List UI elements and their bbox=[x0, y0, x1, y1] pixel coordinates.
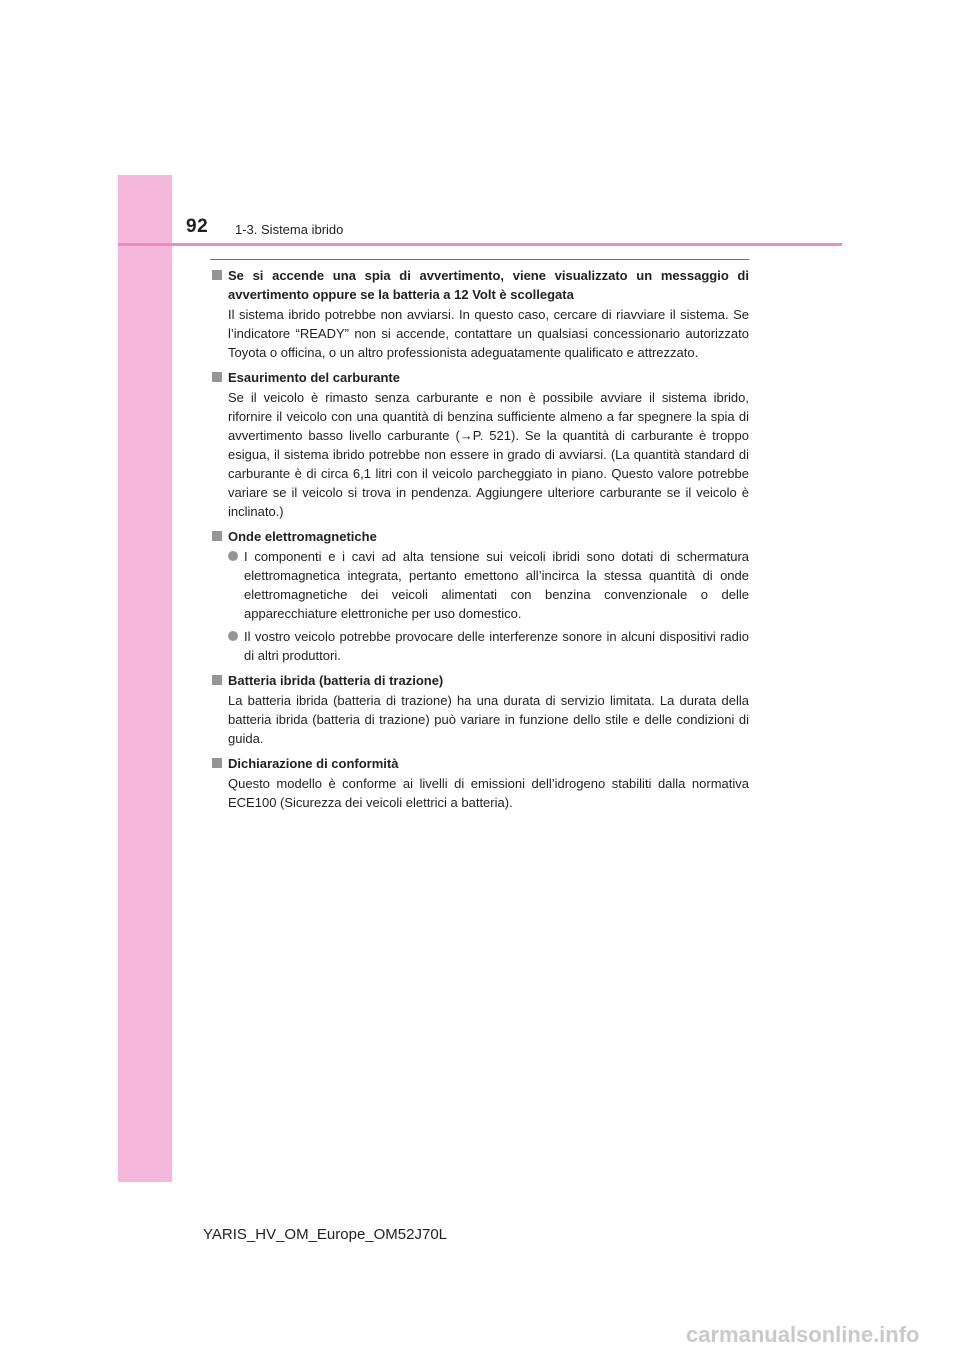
section-fuel-empty bbox=[210, 368, 749, 521]
round-bullet-icon bbox=[228, 551, 238, 561]
section-heading-text: Esaurimento del carburante bbox=[228, 370, 400, 385]
page-number: 92 bbox=[186, 216, 209, 237]
page-content bbox=[210, 266, 749, 818]
paragraph: Il sistema ibrido potrebbe non avviarsi. In questo caso, cercare di riavviare il sistema. Se l’indicatore “READY” non si accende, contattare un qualsiasi concessionario autorizzato Toyota o officina, o un altro professionista adeguatamente qualificato e attrezzato. bbox=[228, 307, 749, 360]
list-item-text: Il vostro veicolo potrebbe provocare delle interferenze sonore in alcuni dispositivi radio di altri produttori. bbox=[244, 629, 749, 663]
side-color-band bbox=[118, 175, 172, 1182]
watermark: carmanualsonline.info bbox=[686, 1322, 920, 1347]
section-heading bbox=[210, 527, 749, 546]
list-item bbox=[228, 627, 749, 665]
paragraph: La batteria ibrida (batteria di trazione) ha una durata di servizio limitata. La durata della batteria ibrida (batteria di trazione) può variare in funzione dello stile e delle condizioni di guida. bbox=[228, 693, 749, 746]
section-heading bbox=[210, 266, 749, 304]
section-heading-text: Onde elettromagnetiche bbox=[228, 529, 377, 544]
content-top-rule bbox=[210, 259, 749, 260]
section-heading-text: Batteria ibrida (batteria di trazione) bbox=[228, 673, 444, 688]
list-item-text: I componenti e i cavi ad alta tensione sui veicoli ibridi sono dotati di schermatura elettromagnetica integrata, pertanto emettono all’incirca la stessa quantità di onde elettromagnetiche dei veicoli alimentati con benzina convenzionale o delle apparecchiature elettroniche per uso domestico. bbox=[244, 549, 749, 621]
section-heading bbox=[210, 754, 749, 773]
section-hybrid-battery bbox=[210, 671, 749, 748]
square-bullet-icon bbox=[212, 270, 222, 280]
square-bullet-icon bbox=[212, 675, 222, 685]
round-bullet-icon bbox=[228, 631, 238, 641]
section-electromagnetic-waves bbox=[210, 527, 749, 665]
paragraph: Questo modello è conforme ai livelli di emissioni dell’idrogeno stabiliti dalla normativa ECE100 (Sicurezza dei veicoli elettrici a batteria). bbox=[228, 776, 749, 810]
footer-doc-id: YARIS_HV_OM_Europe_OM52J70L bbox=[203, 1226, 448, 1243]
section-title: 1-3. Sistema ibrido bbox=[235, 222, 344, 237]
square-bullet-icon bbox=[212, 758, 222, 768]
section-conformity bbox=[210, 754, 749, 812]
square-bullet-icon bbox=[212, 531, 222, 541]
section-heading bbox=[210, 368, 749, 387]
paragraph: Se il veicolo è rimasto senza carburante e non è possibile avviare il sistema ibrido, rifornire il veicolo con una quantità di benzina sufficiente almeno a far spegnere la spia di avvertimento basso livello carburante (→P. 521). Se la quantità di carburante è troppo esigua, il sistema ibrido potrebbe non essere in grado di avviarsi. (La quantità standard di carburante è di circa 6,1 litri con il veicolo parcheggiato in piano. Questo valore potrebbe variare se il veicolo si trova in pendenza. Aggiungere ulteriore carburante se il veicolo è inclinato.) bbox=[228, 390, 749, 519]
list-item bbox=[228, 547, 749, 623]
section-heading-text: Se si accende una spia di avvertimento, viene visualizzato un messaggio di avvertimento oppure se la batteria a 12 Volt è scollegata bbox=[228, 268, 749, 302]
section-heading-text: Dichiarazione di conformità bbox=[228, 756, 399, 771]
square-bullet-icon bbox=[212, 372, 222, 382]
section-heading bbox=[210, 671, 749, 690]
header-divider bbox=[118, 243, 842, 246]
section-warning-light bbox=[210, 266, 749, 362]
